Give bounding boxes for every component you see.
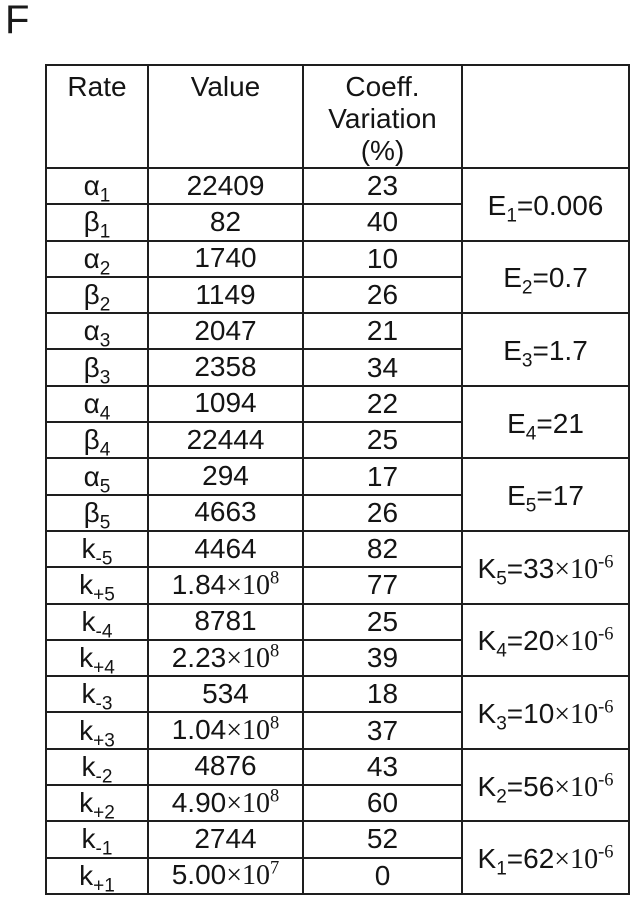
- rate-cell: [46, 422, 148, 458]
- value-x10: ×10: [226, 860, 271, 892]
- rate-subscript: -3: [95, 693, 113, 713]
- value-exponent: 8: [270, 785, 280, 806]
- table-row: [46, 531, 629, 567]
- value-number: 1149: [195, 278, 256, 310]
- rate-symbol: k: [79, 642, 94, 673]
- equilibrium-value: =56: [506, 770, 555, 802]
- value-exponent: 7: [270, 857, 280, 878]
- value-exponent: 8: [270, 567, 280, 588]
- header-coeff-variation: [303, 65, 462, 168]
- cv-cell: 37: [303, 712, 462, 748]
- equilibrium-value: =33: [506, 552, 555, 584]
- value-cell: [148, 749, 303, 785]
- rate-cell: [46, 640, 148, 676]
- value-number: 22409: [186, 169, 265, 201]
- value-exponent: 8: [270, 712, 280, 733]
- value-number: 2.23: [171, 641, 227, 673]
- equilibrium-exponent: -6: [598, 551, 614, 572]
- value-cell: [148, 277, 303, 313]
- equilibrium-symbol: E: [507, 407, 526, 439]
- rate-subscript: +4: [93, 657, 115, 677]
- value-cell: [148, 821, 303, 857]
- equilibrium-symbol: K: [477, 770, 497, 802]
- rate-cell: [46, 785, 148, 821]
- value-cell: [148, 858, 303, 894]
- rate-symbol: k: [79, 714, 94, 746]
- header-coeff-line: (%): [360, 135, 405, 166]
- value-number: 4663: [194, 496, 257, 528]
- rate-symbol: β: [83, 279, 100, 311]
- equilibrium-subscript: 5: [525, 495, 537, 517]
- rate-cell: [46, 676, 148, 712]
- equilibrium-x10: ×10: [554, 553, 599, 585]
- header-value: Value: [148, 65, 303, 168]
- equilibrium-cell: [462, 241, 629, 314]
- rate-cell: [46, 241, 148, 277]
- equilibrium-symbol: K: [477, 625, 497, 657]
- rate-subscript: 5: [99, 512, 111, 531]
- value-cell: [148, 495, 303, 531]
- rate-constants-table: [45, 64, 630, 895]
- equilibrium-cell: [462, 458, 629, 531]
- equilibrium-symbol: E: [503, 334, 522, 366]
- rate-symbol: α: [83, 170, 100, 202]
- equilibrium-exponent: -6: [598, 769, 614, 790]
- table-row: [46, 604, 629, 640]
- equilibrium-exponent: -6: [598, 696, 614, 717]
- rate-subscript: 3: [99, 367, 111, 386]
- equilibrium-subscript: 2: [496, 786, 507, 808]
- value-x10: ×10: [226, 715, 271, 747]
- equilibrium-symbol: E: [507, 480, 526, 512]
- equilibrium-cell: [462, 821, 629, 894]
- rate-symbol: k: [81, 823, 96, 855]
- value-number: 294: [202, 460, 249, 492]
- cv-cell: 82: [303, 531, 462, 567]
- rate-subscript: -4: [95, 621, 113, 640]
- equilibrium-exponent: -6: [598, 624, 614, 645]
- table-row: [46, 313, 629, 349]
- rate-subscript: 4: [99, 439, 111, 459]
- rate-symbol: k: [81, 678, 96, 710]
- value-number: 1094: [194, 387, 257, 419]
- rate-subscript: 1: [99, 185, 111, 205]
- rate-cell: [46, 858, 148, 894]
- header-coeff-line: Variation: [328, 103, 437, 134]
- rate-symbol: β: [83, 351, 100, 383]
- cv-cell: 77: [303, 567, 462, 603]
- equilibrium-cell: [462, 676, 629, 749]
- equilibrium-subscript: 1: [506, 205, 517, 227]
- value-cell: [148, 458, 303, 494]
- value-number: 5.00: [171, 859, 227, 891]
- rate-cell: [46, 531, 148, 567]
- value-cell: [148, 349, 303, 385]
- rate-symbol: k: [81, 750, 96, 782]
- value-number: 4.90: [171, 786, 227, 818]
- rate-symbol: k: [79, 859, 94, 891]
- table-row: [46, 386, 629, 422]
- value-cell: [148, 531, 303, 567]
- cv-cell: 23: [303, 168, 462, 204]
- rate-cell: [46, 821, 148, 857]
- table-row: [46, 168, 629, 204]
- value-number: 2744: [194, 822, 257, 854]
- rate-symbol: α: [83, 387, 100, 419]
- header-coeff-line: Coeff.: [345, 71, 420, 102]
- value-number: 22444: [186, 423, 265, 455]
- rate-subscript: 5: [99, 476, 111, 495]
- rate-cell: [46, 168, 148, 204]
- value-number: 1.04: [171, 714, 227, 746]
- value-number: 2358: [194, 351, 257, 383]
- cv-cell: 26: [303, 495, 462, 531]
- table-row: [46, 676, 629, 712]
- cv-cell: 0: [303, 858, 462, 894]
- rate-subscript: +1: [93, 875, 115, 894]
- value-number: 82: [209, 205, 242, 237]
- value-number: 4876: [194, 750, 257, 782]
- equilibrium-cell: [462, 313, 629, 386]
- equilibrium-value: =1.7: [532, 334, 588, 366]
- value-number: 2047: [194, 314, 257, 346]
- equilibrium-cell: [462, 386, 629, 459]
- rate-symbol: β: [83, 206, 100, 238]
- rate-cell: [46, 495, 148, 531]
- rate-subscript: -2: [95, 766, 113, 786]
- table-row: [46, 821, 629, 857]
- value-number: 4464: [194, 532, 257, 564]
- rate-subscript: 2: [99, 294, 111, 314]
- value-exponent: 8: [270, 640, 280, 661]
- rate-subscript: 3: [99, 330, 111, 350]
- rate-cell: [46, 458, 148, 494]
- table-row: [46, 241, 629, 277]
- value-number: 8781: [194, 605, 257, 637]
- rate-symbol: k: [79, 787, 94, 819]
- cv-cell: 22: [303, 386, 462, 422]
- rate-symbol: α: [83, 460, 100, 492]
- rate-symbol: k: [79, 569, 94, 601]
- cv-cell: 39: [303, 640, 462, 676]
- value-number: 534: [202, 677, 249, 709]
- cv-cell: 17: [303, 458, 462, 494]
- value-cell: [148, 422, 303, 458]
- rate-subscript: -1: [95, 839, 113, 858]
- equilibrium-subscript: 1: [496, 858, 507, 880]
- rate-symbol: β: [83, 496, 100, 528]
- equilibrium-cell: [462, 531, 629, 604]
- equilibrium-cell: [462, 604, 629, 677]
- equilibrium-value: =10: [506, 697, 555, 729]
- rate-subscript: 4: [99, 403, 111, 423]
- equilibrium-subscript: 3: [496, 713, 507, 735]
- value-x10: ×10: [226, 569, 271, 601]
- rate-subscript: 2: [99, 258, 111, 277]
- header-equilibrium: [462, 65, 629, 168]
- equilibrium-value: =0.7: [532, 262, 588, 294]
- cv-cell: 52: [303, 821, 462, 857]
- figure-label: F: [5, 0, 30, 42]
- equilibrium-cell: [462, 168, 629, 241]
- value-number: 1740: [194, 242, 257, 274]
- value-cell: [148, 386, 303, 422]
- rate-cell: [46, 712, 148, 748]
- rate-subscript: 1: [99, 222, 111, 241]
- equilibrium-value: =20: [506, 625, 555, 657]
- equilibrium-symbol: K: [477, 552, 497, 584]
- cv-cell: 21: [303, 313, 462, 349]
- equilibrium-x10: ×10: [554, 626, 599, 658]
- value-cell: [148, 313, 303, 349]
- value-x10: ×10: [226, 642, 271, 674]
- value-cell: [148, 241, 303, 277]
- table-header-row: [46, 65, 629, 168]
- rate-cell: [46, 313, 148, 349]
- equilibrium-cell: [462, 749, 629, 822]
- rate-symbol: α: [83, 242, 100, 274]
- cv-cell: 60: [303, 785, 462, 821]
- value-cell: [148, 785, 303, 821]
- cv-cell: 25: [303, 604, 462, 640]
- equilibrium-symbol: E: [487, 189, 507, 221]
- value-cell: [148, 640, 303, 676]
- rate-symbol: α: [83, 315, 100, 347]
- equilibrium-value: =21: [536, 407, 584, 439]
- rate-subscript: -5: [95, 548, 113, 568]
- equilibrium-value: =17: [536, 480, 584, 512]
- equilibrium-x10: ×10: [554, 698, 599, 730]
- rate-cell: [46, 349, 148, 385]
- equilibrium-value: =62: [506, 843, 555, 875]
- rate-cell: [46, 567, 148, 603]
- equilibrium-symbol: K: [477, 697, 497, 729]
- equilibrium-subscript: 4: [496, 640, 507, 662]
- cv-cell: 26: [303, 277, 462, 313]
- equilibrium-exponent: -6: [598, 841, 614, 862]
- value-cell: [148, 712, 303, 748]
- table-row: [46, 749, 629, 785]
- cv-cell: 43: [303, 749, 462, 785]
- equilibrium-symbol: K: [477, 843, 497, 875]
- equilibrium-x10: ×10: [554, 771, 599, 803]
- cv-cell: 40: [303, 204, 462, 240]
- equilibrium-subscript: 2: [521, 277, 533, 299]
- header-rate: Rate: [46, 65, 148, 168]
- rate-subscript: +2: [93, 802, 115, 822]
- rate-subscript: +3: [93, 730, 115, 749]
- equilibrium-value: =0.006: [516, 189, 604, 221]
- cv-cell: 25: [303, 422, 462, 458]
- rate-symbol: k: [81, 533, 96, 565]
- equilibrium-subscript: 4: [525, 423, 537, 445]
- equilibrium-x10: ×10: [554, 844, 599, 876]
- rate-cell: [46, 749, 148, 785]
- value-cell: [148, 168, 303, 204]
- cv-cell: 18: [303, 676, 462, 712]
- rate-symbol: β: [83, 424, 100, 456]
- rate-symbol: k: [81, 605, 96, 637]
- equilibrium-subscript: 3: [521, 350, 533, 372]
- rate-subscript: +5: [93, 585, 115, 604]
- value-number: 1.84: [171, 568, 227, 600]
- cv-cell: 10: [303, 241, 462, 277]
- cv-cell: 34: [303, 349, 462, 385]
- table-row: [46, 458, 629, 494]
- value-x10: ×10: [226, 787, 271, 819]
- value-cell: [148, 204, 303, 240]
- equilibrium-subscript: 5: [496, 568, 507, 590]
- rate-cell: [46, 604, 148, 640]
- rate-cell: [46, 386, 148, 422]
- value-cell: [148, 567, 303, 603]
- rate-cell: [46, 204, 148, 240]
- value-cell: [148, 604, 303, 640]
- equilibrium-symbol: E: [503, 262, 522, 294]
- rate-cell: [46, 277, 148, 313]
- value-cell: [148, 676, 303, 712]
